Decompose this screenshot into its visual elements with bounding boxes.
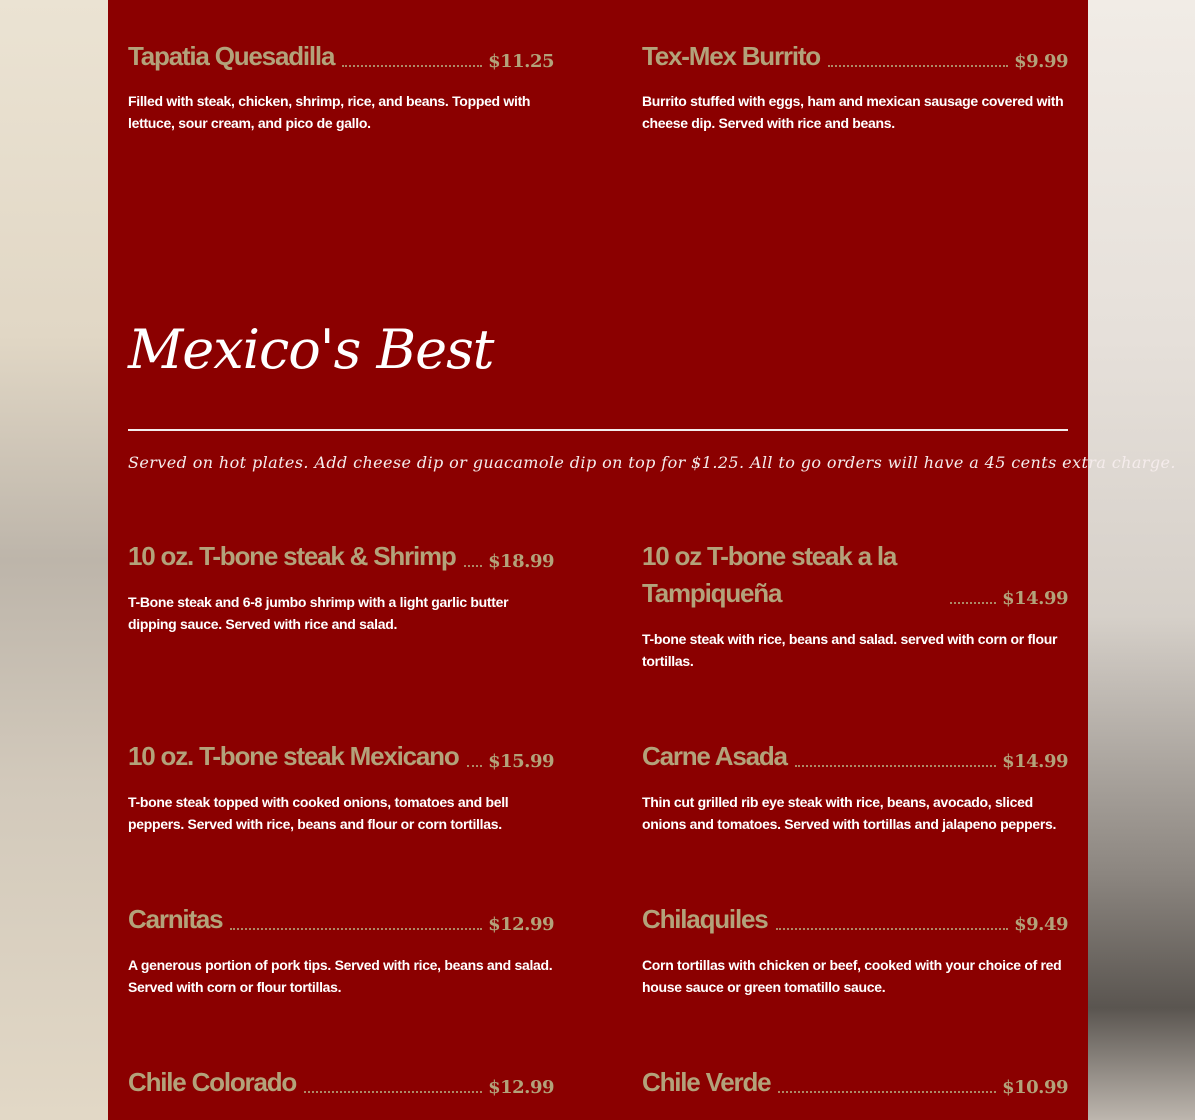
dot-leader — [230, 928, 482, 930]
menu-item — [642, 738, 1068, 835]
dot-leader — [776, 928, 1009, 930]
dot-leader — [828, 65, 1008, 67]
menu-item — [128, 901, 554, 998]
item-description: Burrito stuffed with eggs, ham and mexican sausage covered with cheese dip. Served with rice and beans. — [642, 93, 1064, 131]
menu-item — [642, 538, 1068, 672]
menu-item — [128, 538, 554, 635]
item-description: T-Bone steak and 6-8 jumbo shrimp with a light garlic butter dipping sauce. Served with rice and salad. — [128, 594, 509, 632]
item-name: Carnitas — [128, 904, 223, 934]
item-price: $14.99 — [1002, 588, 1068, 609]
background-left — [0, 0, 108, 1120]
item-price: $15.99 — [488, 751, 554, 772]
item-name: Carne Asada — [642, 741, 787, 771]
item-name: Chile Colorado — [128, 1067, 297, 1097]
item-name: 10 oz T-bone steak a la Tampiqueña — [642, 541, 897, 608]
item-price: $11.25 — [488, 51, 554, 72]
item-name: Chile Verde — [642, 1067, 771, 1097]
background-right — [1088, 0, 1195, 1120]
dot-leader — [795, 765, 996, 767]
menu-item — [642, 38, 1068, 134]
dot-leader — [342, 65, 482, 67]
section-divider — [128, 429, 1068, 431]
item-name: Chilaquiles — [642, 904, 768, 934]
section-note: Served on hot plates. Add cheese dip or guacamole dip on top for $1.25. All to go orders will have a 45 cents extra charge. — [128, 453, 1176, 472]
menu-item — [642, 1064, 1068, 1101]
menu-item — [128, 1064, 554, 1101]
item-name: Tex-Mex Burrito — [642, 41, 820, 71]
item-description: T-bone steak with rice, beans and salad. served with corn or flour tortillas. — [642, 631, 1058, 669]
dot-leader — [950, 602, 996, 604]
item-price: $9.99 — [1014, 51, 1068, 72]
item-price: $12.99 — [488, 1077, 554, 1098]
item-price: $9.49 — [1014, 914, 1068, 935]
item-name: Tapatia Quesadilla — [128, 41, 335, 71]
menu-item — [128, 38, 554, 134]
item-name: 10 oz. T-bone steak & Shrimp — [128, 541, 456, 571]
menu-item — [642, 901, 1068, 998]
section-title: Mexico's Best — [128, 318, 494, 381]
item-price: $10.99 — [1002, 1077, 1068, 1098]
item-name: 10 oz. T-bone steak Mexicano — [128, 741, 459, 771]
item-price: $18.99 — [488, 551, 554, 572]
item-description: Filled with steak, chicken, shrimp, rice, and beans. Topped with lettuce, sour cream, and pico de gallo. — [128, 93, 531, 131]
dot-leader — [467, 765, 483, 767]
item-price: $14.99 — [1002, 751, 1068, 772]
item-description: Thin cut grilled rib eye steak with rice, beans, avocado, sliced onions and tomatoes. Served with tortillas and jalapeno peppers. — [642, 794, 1057, 832]
item-description: Corn tortillas with chicken or beef, cooked with your choice of red house sauce or green tomatillo sauce. — [642, 957, 1062, 995]
item-description: T-bone steak topped with cooked onions, tomatoes and bell peppers. Served with rice, beans and flour or corn tortillas. — [128, 794, 509, 832]
item-description: A generous portion of pork tips. Served with rice, beans and salad. Served with corn or flour tortillas. — [128, 957, 553, 995]
menu-item — [128, 738, 554, 835]
item-price: $12.99 — [488, 914, 554, 935]
dot-leader — [464, 565, 483, 567]
dot-leader — [778, 1091, 996, 1093]
dot-leader — [304, 1091, 482, 1093]
